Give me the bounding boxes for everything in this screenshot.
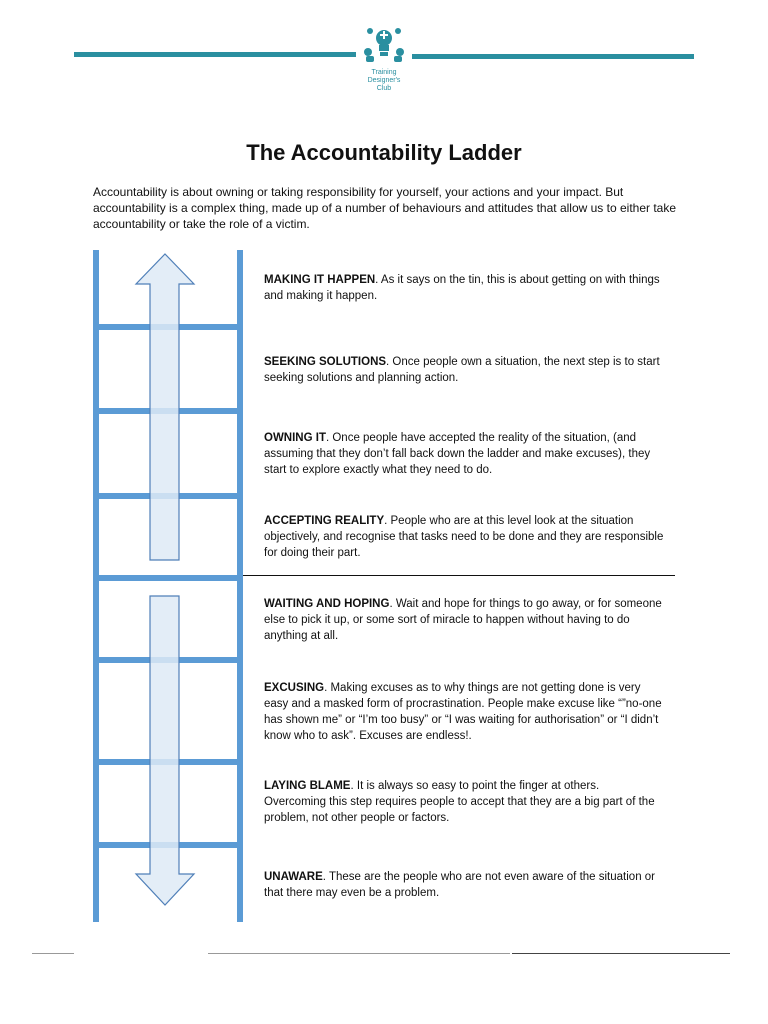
step-seeking-solutions (264, 354, 664, 386)
step-heading: OWNING IT (264, 432, 326, 444)
step-laying-blame (264, 778, 664, 826)
step-text: . Once people own a situation, the next step is to start seeking solutions and planning action. (264, 356, 660, 384)
step-heading: SEEKING SOLUTIONS (264, 356, 387, 368)
step-text: . These are the people who are not even aware of the situation or that there may even be a problem. (264, 871, 656, 899)
ladder-arrows (93, 250, 243, 922)
club-logo (356, 24, 412, 93)
step-waiting-and-hoping (264, 596, 664, 644)
logo-text-line3: Club (376, 85, 392, 92)
up-arrow-icon (136, 254, 194, 560)
step-accepting-reality (264, 513, 664, 561)
footer-line-left (32, 953, 74, 954)
step-heading: LAYING BLAME (264, 780, 351, 792)
logo-text-line1: Training (371, 69, 397, 76)
down-arrow-icon (136, 596, 194, 905)
accountability-ladder (93, 250, 243, 922)
logo-text (356, 69, 412, 93)
step-heading: MAKING IT HAPPEN (264, 274, 376, 286)
step-text: . It is always so easy to point the finger at others. Overcoming this step requires people to accept that they are a big part of the problem, not other people or factors. (264, 780, 655, 824)
step-heading: EXCUSING (264, 682, 325, 694)
intro-paragraph: Accountability is about owning or taking responsibility for yourself, your actions and your impact. But accountability is a complex thing, made up of a number of behaviours and attitudes that allow us to either take accountability or take the role of a victim. (93, 185, 677, 231)
footer-line-middle (208, 953, 510, 954)
step-heading: ACCEPTING REALITY (264, 515, 385, 527)
step-text: . People who are at this level look at the situation objectively, and recognise that tasks need to be done and they are responsible for doing their part. (264, 515, 664, 559)
footer-line-right (512, 953, 730, 954)
header-line-left (74, 52, 356, 57)
step-text: . Making excuses as to why things are not getting done is very easy and a masked form of procrastination. People make excuse like “”no-one has shown me” or “I’m too busy” or “I was waiting for authorisation” or “I didn’t know who to ask”. Excuses are endless!. (264, 682, 662, 742)
logo-icon (362, 24, 406, 64)
step-text: . As it says on the tin, this is about getting on with things and making it happen. (264, 274, 660, 302)
section-divider (243, 575, 675, 576)
header-line-right (412, 54, 694, 59)
logo-text-line2: Designer's (367, 77, 401, 84)
page-title: The Accountability Ladder (246, 140, 522, 165)
step-heading: WAITING AND HOPING (264, 598, 390, 610)
step-heading: UNAWARE (264, 871, 323, 883)
step-unaware (264, 869, 664, 901)
step-text: . Once people have accepted the reality of the situation, (and assuming that they don’t fall back down the ladder and make excuses), they start to explore exactly what they need to do. (264, 432, 651, 476)
step-text: . Wait and hope for things to go away, or for someone else to pick it up, or some sort of miracle to happen without having to do anything at all. (264, 598, 662, 642)
step-making-it-happen (264, 272, 664, 304)
step-owning-it (264, 430, 664, 478)
step-excusing (264, 680, 664, 744)
